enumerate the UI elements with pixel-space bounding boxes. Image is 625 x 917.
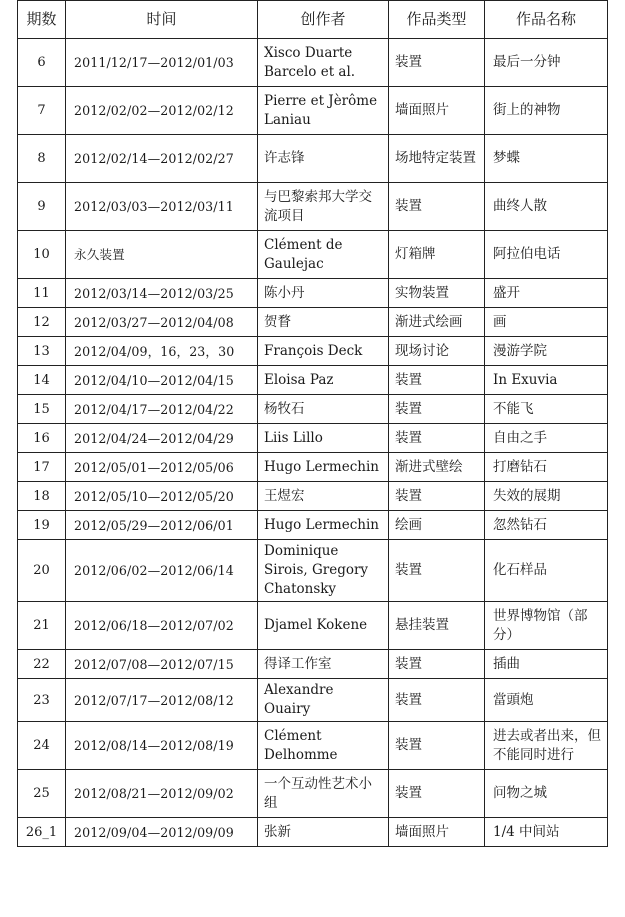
cell-issue-number: 17: [18, 453, 66, 482]
cell-artist: 王煜宏: [258, 482, 389, 511]
cell-work-type: 墙面照片: [389, 87, 485, 135]
cell-work-title: 问物之城: [485, 770, 608, 818]
cell-artist: 张新: [258, 818, 389, 847]
cell-work-title: 漫游学院: [485, 337, 608, 366]
cell-work-title: 盛开: [485, 279, 608, 308]
cell-issue-number: 18: [18, 482, 66, 511]
cell-issue-number: 19: [18, 511, 66, 540]
table-row: [18, 602, 608, 650]
table-row: [18, 337, 608, 366]
column-header-issue: 期数: [18, 1, 66, 39]
cell-issue-number: 20: [18, 540, 66, 602]
cell-work-type: 灯箱牌: [389, 231, 485, 279]
cell-artist: Liis Lillo: [258, 424, 389, 453]
cell-work-type: 装置: [389, 770, 485, 818]
table-row: [18, 87, 608, 135]
cell-time: 2012/04/24—2012/04/29: [66, 424, 258, 453]
cell-time: 2012/08/21—2012/09/02: [66, 770, 258, 818]
cell-work-type: 渐进式绘画: [389, 308, 485, 337]
cell-artist: 贺瞀: [258, 308, 389, 337]
cell-work-title: 1/4 中间站: [485, 818, 608, 847]
cell-time: 2012/04/17—2012/04/22: [66, 395, 258, 424]
cell-work-type: 悬挂装置: [389, 602, 485, 650]
table-row: [18, 482, 608, 511]
cell-work-type: 装置: [389, 366, 485, 395]
cell-time: 2012/06/18—2012/07/02: [66, 602, 258, 650]
cell-time: 2012/03/03—2012/03/11: [66, 183, 258, 231]
column-header-type: 作品类型: [389, 1, 485, 39]
cell-work-title: 忽然钻石: [485, 511, 608, 540]
table-row: [18, 722, 608, 770]
cell-work-type: 装置: [389, 722, 485, 770]
table-row: [18, 679, 608, 722]
cell-issue-number: 13: [18, 337, 66, 366]
cell-artist: Hugo Lermechin: [258, 453, 389, 482]
cell-work-title: 當頭炮: [485, 679, 608, 722]
cell-issue-number: 24: [18, 722, 66, 770]
cell-time: 2012/05/29—2012/06/01: [66, 511, 258, 540]
cell-artist: Hugo Lermechin: [258, 511, 389, 540]
cell-work-type: 场地特定装置: [389, 135, 485, 183]
cell-time: 2012/07/17—2012/08/12: [66, 679, 258, 722]
cell-work-title: 世界博物馆（部分）: [485, 602, 608, 650]
cell-work-type: 装置: [389, 183, 485, 231]
cell-work-type: 实物装置: [389, 279, 485, 308]
cell-time: 2012/08/14—2012/08/19: [66, 722, 258, 770]
cell-artist: Clément de Gaulejac: [258, 231, 389, 279]
cell-work-title: 不能飞: [485, 395, 608, 424]
cell-artist: Pierre et Jèrôme Laniau: [258, 87, 389, 135]
cell-issue-number: 25: [18, 770, 66, 818]
cell-artist: 陈小丹: [258, 279, 389, 308]
cell-work-title: 画: [485, 308, 608, 337]
table-row: [18, 395, 608, 424]
table-row: [18, 770, 608, 818]
cell-issue-number: 7: [18, 87, 66, 135]
cell-time: 2012/04/09，16，23，30: [66, 337, 258, 366]
cell-work-title: 化石样品: [485, 540, 608, 602]
cell-issue-number: 11: [18, 279, 66, 308]
cell-issue-number: 8: [18, 135, 66, 183]
cell-work-type: 装置: [389, 482, 485, 511]
cell-issue-number: 9: [18, 183, 66, 231]
cell-artist: 得译工作室: [258, 650, 389, 679]
cell-work-title: 打磨钻石: [485, 453, 608, 482]
table-row: [18, 183, 608, 231]
column-header-title: 作品名称: [485, 1, 608, 39]
cell-artist: Dominique Sirois, Gregory Chatonsky: [258, 540, 389, 602]
cell-issue-number: 12: [18, 308, 66, 337]
cell-artist: Eloisa Paz: [258, 366, 389, 395]
cell-work-type: 装置: [389, 39, 485, 87]
cell-work-type: 装置: [389, 540, 485, 602]
cell-issue-number: 21: [18, 602, 66, 650]
column-header-artist: 创作者: [258, 1, 389, 39]
cell-issue-number: 10: [18, 231, 66, 279]
cell-issue-number: 14: [18, 366, 66, 395]
table-row: [18, 39, 608, 87]
cell-time: 2012/03/27—2012/04/08: [66, 308, 258, 337]
cell-time: 2011/12/17—2012/01/03: [66, 39, 258, 87]
table-row: [18, 453, 608, 482]
cell-time: 2012/02/02—2012/02/12: [66, 87, 258, 135]
cell-artist: 与巴黎索邦大学交流项目: [258, 183, 389, 231]
cell-work-type: 现场讨论: [389, 337, 485, 366]
cell-work-title: 街上的神物: [485, 87, 608, 135]
cell-work-title: 梦蝶: [485, 135, 608, 183]
column-header-time: 时间: [66, 1, 258, 39]
table-row: [18, 135, 608, 183]
cell-issue-number: 26_1: [18, 818, 66, 847]
table-row: [18, 308, 608, 337]
cell-issue-number: 23: [18, 679, 66, 722]
exhibition-table: [17, 0, 608, 847]
cell-time: 2012/07/08—2012/07/15: [66, 650, 258, 679]
cell-time: 2012/04/10—2012/04/15: [66, 366, 258, 395]
cell-artist: Xisco Duarte Barcelo et al.: [258, 39, 389, 87]
cell-artist: Alexandre Ouairy: [258, 679, 389, 722]
cell-artist: Djamel Kokene: [258, 602, 389, 650]
table-row: [18, 231, 608, 279]
cell-work-type: 装置: [389, 650, 485, 679]
cell-artist: 杨牧石: [258, 395, 389, 424]
cell-work-type: 渐进式壁绘: [389, 453, 485, 482]
cell-work-type: 装置: [389, 395, 485, 424]
table-row: [18, 540, 608, 602]
cell-time: 2012/09/04—2012/09/09: [66, 818, 258, 847]
cell-artist: François Deck: [258, 337, 389, 366]
cell-work-type: 绘画: [389, 511, 485, 540]
cell-work-title: In Exuvia: [485, 366, 608, 395]
table-row: [18, 279, 608, 308]
table-row: [18, 424, 608, 453]
cell-issue-number: 22: [18, 650, 66, 679]
cell-artist: Clément Delhomme: [258, 722, 389, 770]
cell-issue-number: 15: [18, 395, 66, 424]
cell-work-title: 曲终人散: [485, 183, 608, 231]
cell-time: 2012/02/14—2012/02/27: [66, 135, 258, 183]
cell-issue-number: 6: [18, 39, 66, 87]
table-body: [18, 39, 608, 847]
table-row: [18, 366, 608, 395]
cell-artist: 一个互动性艺术小组: [258, 770, 389, 818]
exhibition-table-container: [17, 0, 607, 847]
cell-work-type: 装置: [389, 679, 485, 722]
cell-time: 2012/03/14—2012/03/25: [66, 279, 258, 308]
cell-work-title: 最后一分钟: [485, 39, 608, 87]
cell-work-title: 插曲: [485, 650, 608, 679]
cell-work-title: 失效的展期: [485, 482, 608, 511]
cell-time: 2012/06/02—2012/06/14: [66, 540, 258, 602]
cell-work-title: 进去或者出来，但不能同时进行: [485, 722, 608, 770]
cell-issue-number: 16: [18, 424, 66, 453]
cell-artist: 许志锋: [258, 135, 389, 183]
table-row: [18, 511, 608, 540]
table-row: [18, 650, 608, 679]
cell-work-title: 阿拉伯电话: [485, 231, 608, 279]
cell-work-type: 装置: [389, 424, 485, 453]
table-header-row: [18, 1, 608, 39]
cell-time: 2012/05/01—2012/05/06: [66, 453, 258, 482]
cell-time: 2012/05/10—2012/05/20: [66, 482, 258, 511]
cell-time: 永久装置: [66, 231, 258, 279]
cell-work-title: 自由之手: [485, 424, 608, 453]
table-row: [18, 818, 608, 847]
cell-work-type: 墙面照片: [389, 818, 485, 847]
